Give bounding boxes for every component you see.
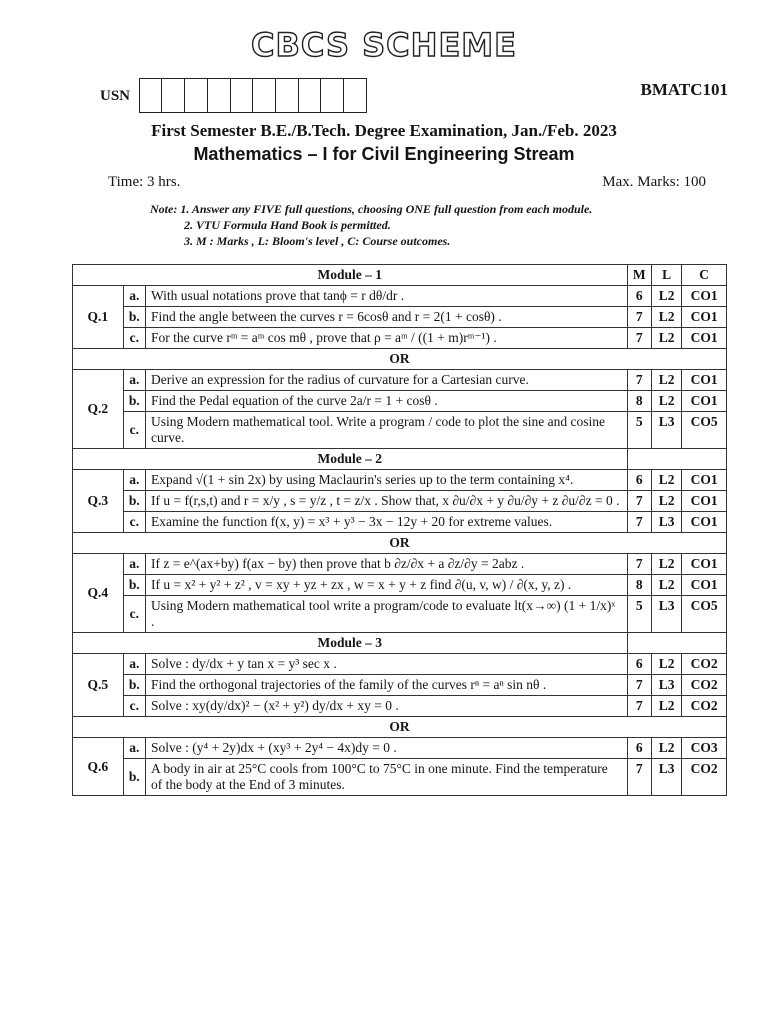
question-row <box>73 759 727 796</box>
time-allowed: Time: 3 hrs. <box>108 174 181 190</box>
question-row <box>73 370 727 391</box>
question-row <box>73 328 727 349</box>
or-separator: OR <box>73 717 727 738</box>
blooms-level: L2 <box>651 491 681 512</box>
usn-box[interactable] <box>275 78 299 113</box>
question-row <box>73 491 727 512</box>
question-row <box>73 696 727 717</box>
blooms-level: L2 <box>651 738 681 759</box>
blooms-level: L2 <box>651 307 681 328</box>
module-header-row <box>73 265 727 286</box>
course-outcome: CO1 <box>682 391 727 412</box>
question-number: Q.2 <box>73 370 124 449</box>
sub-question-label: b. <box>123 575 145 596</box>
question-marks: 5 <box>627 412 651 449</box>
course-outcome: CO2 <box>682 759 727 796</box>
question-row <box>73 286 727 307</box>
question-marks: 7 <box>627 512 651 533</box>
sub-question-label: c. <box>123 596 145 633</box>
sub-question-label: b. <box>123 675 145 696</box>
usn-box[interactable] <box>139 78 163 113</box>
question-row <box>73 512 727 533</box>
question-text: Solve : xy(dy/dx)² − (x² + y²) dy/dx + xy = 0 . <box>145 696 627 717</box>
subject-title: Mathematics – I for Civil Engineering Stream <box>193 144 575 164</box>
subject-code: BMATC101 <box>640 80 728 99</box>
blooms-level: L3 <box>651 412 681 449</box>
question-text: Derive an expression for the radius of curvature for a Cartesian curve. <box>145 370 627 391</box>
question-marks: 7 <box>627 307 651 328</box>
or-separator: OR <box>73 349 727 370</box>
question-text: Solve : dy/dx + y tan x = y³ sec x . <box>145 654 627 675</box>
course-outcome: CO5 <box>682 596 727 633</box>
question-number: Q.3 <box>73 470 124 533</box>
instructions <box>150 201 592 249</box>
or-separator-row <box>73 533 727 554</box>
module-row-filler <box>627 449 726 470</box>
question-marks: 7 <box>627 491 651 512</box>
question-row <box>73 412 727 449</box>
question-number: Q.5 <box>73 654 124 717</box>
question-text: Examine the function f(x, y) = x³ + y³ − 3x − 12y + 20 for extreme values. <box>145 512 627 533</box>
course-outcome: CO1 <box>682 554 727 575</box>
blooms-level: L3 <box>651 512 681 533</box>
sub-question-label: a. <box>123 370 145 391</box>
blooms-level: L2 <box>651 696 681 717</box>
sub-question-label: b. <box>123 391 145 412</box>
question-row <box>73 575 727 596</box>
sub-question-label: a. <box>123 654 145 675</box>
blooms-level: L2 <box>651 391 681 412</box>
question-row <box>73 391 727 412</box>
question-text: Find the orthogonal trajectories of the family of the curves rⁿ = aⁿ sin nθ . <box>145 675 627 696</box>
or-separator-row <box>73 717 727 738</box>
course-outcome: CO2 <box>682 696 727 717</box>
question-text: Find the Pedal equation of the curve 2a/r = 1 + cosθ . <box>145 391 627 412</box>
usn-box[interactable] <box>298 78 322 113</box>
blooms-level: L2 <box>651 370 681 391</box>
max-marks: Max. Marks: 100 <box>602 174 706 190</box>
note-2: 2. VTU Formula Hand Book is permitted. <box>184 218 391 232</box>
blooms-level: L2 <box>651 575 681 596</box>
usn-box[interactable] <box>343 78 367 113</box>
course-outcome: CO1 <box>682 307 727 328</box>
module-title: Module – 3 <box>73 633 628 654</box>
sub-question-label: a. <box>123 554 145 575</box>
blooms-level: L3 <box>651 596 681 633</box>
usn-entry-boxes[interactable] <box>140 78 367 113</box>
module-header-row <box>73 449 727 470</box>
sub-question-label: b. <box>123 491 145 512</box>
question-marks: 6 <box>627 470 651 491</box>
question-marks: 7 <box>627 554 651 575</box>
question-text: A body in air at 25°C cools from 100°C to 75°C in one minute. Find the temperature of the body at the End of 3 minutes. <box>145 759 627 796</box>
question-row <box>73 596 727 633</box>
question-row <box>73 675 727 696</box>
course-outcome: CO3 <box>682 738 727 759</box>
sub-question-label: c. <box>123 512 145 533</box>
sub-question-label: c. <box>123 696 145 717</box>
question-marks: 7 <box>627 328 651 349</box>
blooms-level: L2 <box>651 328 681 349</box>
course-outcome: CO1 <box>682 370 727 391</box>
blooms-level: L3 <box>651 759 681 796</box>
course-outcome: CO1 <box>682 286 727 307</box>
exam-title: First Semester B.E./B.Tech. Degree Examination, Jan./Feb. 2023 <box>151 121 617 140</box>
question-marks: 8 <box>627 391 651 412</box>
question-row <box>73 307 727 328</box>
sub-question-label: b. <box>123 759 145 796</box>
question-number: Q.6 <box>73 738 124 796</box>
sub-question-label: a. <box>123 470 145 491</box>
blooms-level: L2 <box>651 286 681 307</box>
usn-box[interactable] <box>230 78 254 113</box>
question-marks: 6 <box>627 738 651 759</box>
module-title: Module – 2 <box>73 449 628 470</box>
question-marks: 8 <box>627 575 651 596</box>
module-title: Module – 1 <box>73 265 628 286</box>
blooms-level: L2 <box>651 654 681 675</box>
question-number: Q.1 <box>73 286 124 349</box>
question-text: If u = f(r,s,t) and r = x/y , s = y/z , t = z/x . Show that, x ∂u/∂x + y ∂u/∂y + z ∂u/∂z = 0 . <box>145 491 627 512</box>
sub-question-label: c. <box>123 328 145 349</box>
question-marks: 5 <box>627 596 651 633</box>
or-separator-row <box>73 349 727 370</box>
question-text: Using Modern mathematical tool. Write a program / code to plot the sine and cosine curve. <box>145 412 627 449</box>
question-row <box>73 470 727 491</box>
question-marks: 7 <box>627 759 651 796</box>
question-marks: 6 <box>627 286 651 307</box>
question-text: For the curve rᵐ = aᵐ cos mθ , prove that ρ = aᵐ / ((1 + m)rᵐ⁻¹) . <box>145 328 627 349</box>
scheme-title: CBCS SCHEME <box>250 26 517 64</box>
course-outcome: CO1 <box>682 328 727 349</box>
col-header-outcome: C <box>682 265 727 286</box>
course-outcome: CO1 <box>682 512 727 533</box>
question-text: Solve : (y⁴ + 2y)dx + (xy³ + 2y⁴ − 4x)dy = 0 . <box>145 738 627 759</box>
question-text: If u = x² + y² + z² , v = xy + yz + zx , w = x + y + z find ∂(u, v, w) / ∂(x, y, z) . <box>145 575 627 596</box>
question-text: With usual notations prove that tanϕ = r dθ/dr . <box>145 286 627 307</box>
course-outcome: CO1 <box>682 575 727 596</box>
sub-question-label: a. <box>123 738 145 759</box>
question-marks: 6 <box>627 654 651 675</box>
blooms-level: L2 <box>651 554 681 575</box>
course-outcome: CO2 <box>682 675 727 696</box>
module-row-filler <box>627 633 726 654</box>
questions-table <box>72 264 727 796</box>
question-row <box>73 654 727 675</box>
col-header-level: L <box>651 265 681 286</box>
course-outcome: CO2 <box>682 654 727 675</box>
usn-label: USN <box>100 88 131 104</box>
usn-box[interactable] <box>320 78 344 113</box>
question-row <box>73 554 727 575</box>
question-number: Q.4 <box>73 554 124 633</box>
note-3: 3. M : Marks , L: Bloom's level , C: Course outcomes. <box>184 234 451 248</box>
question-marks: 7 <box>627 370 651 391</box>
course-outcome: CO1 <box>682 470 727 491</box>
module-header-row <box>73 633 727 654</box>
question-marks: 7 <box>627 675 651 696</box>
usn-box[interactable] <box>184 78 208 113</box>
usn-box[interactable] <box>161 78 185 113</box>
question-text: Expand √(1 + sin 2x) by using Maclaurin's series up to the term containing x⁴. <box>145 470 627 491</box>
note-1: Note: 1. Answer any FIVE full questions, choosing ONE full question from each module. <box>150 202 593 216</box>
sub-question-label: a. <box>123 286 145 307</box>
course-outcome: CO1 <box>682 491 727 512</box>
course-outcome: CO5 <box>682 412 727 449</box>
sub-question-label: c. <box>123 412 145 449</box>
usn-box[interactable] <box>207 78 231 113</box>
usn-box[interactable] <box>252 78 276 113</box>
question-marks: 7 <box>627 696 651 717</box>
blooms-level: L2 <box>651 470 681 491</box>
col-header-marks: M <box>627 265 651 286</box>
blooms-level: L3 <box>651 675 681 696</box>
question-text: Using Modern mathematical tool write a program/code to evaluate lt(x→∞) (1 + 1/x)ˣ . <box>145 596 627 633</box>
question-row <box>73 738 727 759</box>
or-separator: OR <box>73 533 727 554</box>
question-text: If z = e^(ax+by) f(ax − by) then prove that b ∂z/∂x + a ∂z/∂y = 2abz . <box>145 554 627 575</box>
question-text: Find the angle between the curves r = 6cosθ and r = 2(1 + cosθ) . <box>145 307 627 328</box>
sub-question-label: b. <box>123 307 145 328</box>
